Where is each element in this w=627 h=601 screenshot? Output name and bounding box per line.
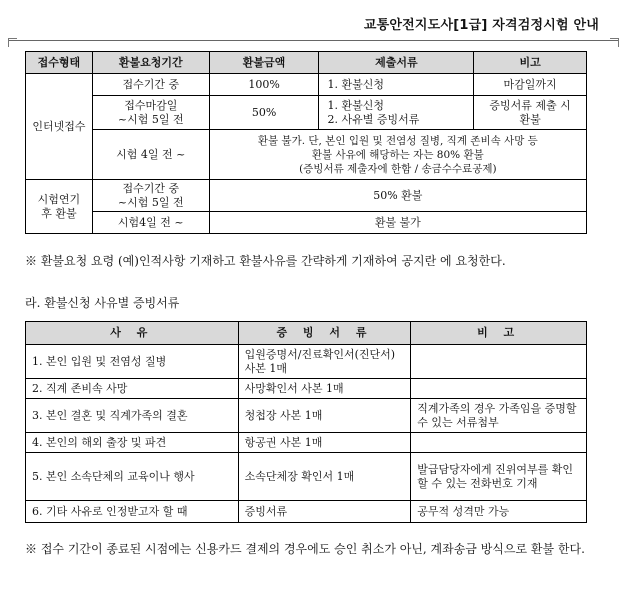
period-line: ~시험 5일 전 bbox=[117, 195, 184, 209]
evidence-table bbox=[25, 321, 587, 523]
table-row bbox=[26, 74, 587, 96]
period-cell bbox=[92, 180, 209, 212]
card-refund-note: ※ 접수 기간이 종료된 시점에는 신용카드 결제의 경우에도 승인 취소가 아닌, 계좌송금 방식으로 환불 한다. bbox=[25, 542, 585, 556]
reason-cell: 2. 직계 존비속 사망 bbox=[26, 379, 239, 399]
reason-cell: 5. 본인 소속단체의 교육이나 행사 bbox=[26, 453, 239, 501]
note-line: 환불 bbox=[519, 112, 541, 126]
internet-label: 인터넷접수 bbox=[26, 74, 93, 180]
postpone-refund-cell: 50% 환불 bbox=[209, 180, 586, 212]
refund-table-header bbox=[26, 52, 587, 74]
table-row bbox=[26, 212, 587, 234]
note-cell bbox=[411, 345, 587, 379]
refund-table bbox=[25, 51, 587, 234]
amount-cell: 50% bbox=[209, 96, 319, 130]
no-refund-line: 환불 사유에 해당하는 자는 80% 환불 bbox=[311, 148, 484, 161]
table-row bbox=[26, 345, 587, 379]
note-cell bbox=[411, 433, 587, 453]
no-refund-line: (증빙서류 제출자에 한함 / 송금수수료공제) bbox=[299, 162, 497, 175]
period-cell: 접수기간 중 bbox=[92, 74, 209, 96]
header-cell: 환불금액 bbox=[209, 52, 319, 74]
note-cell: 마감일까지 bbox=[474, 74, 587, 96]
note-cell: 공무적 성격만 가능 bbox=[411, 501, 587, 523]
period-cell: 시험4일 전 ~ bbox=[92, 212, 209, 234]
note-cell: 발급담당자에게 진위여부를 확인할 수 있는 전화번호 기재 bbox=[411, 453, 587, 501]
reason-cell: 1. 본인 입원 및 전염성 질병 bbox=[26, 345, 239, 379]
page-header-title: 교통안전지도사[1급] 자격검정시험 안내 bbox=[363, 18, 599, 33]
table-row bbox=[26, 453, 587, 501]
period-line: ~시험 5일 전 bbox=[117, 112, 184, 126]
postpone-line: 시험연기 bbox=[37, 192, 81, 206]
reason-cell: 6. 기타 사유로 인정받고자 할 때 bbox=[26, 501, 239, 523]
header-cell: 환불요청기간 bbox=[92, 52, 209, 74]
period-line: 접수기간 중 bbox=[122, 181, 180, 195]
period-cell: 시험 4일 전 ~ bbox=[92, 130, 209, 180]
docs-cell bbox=[319, 96, 474, 130]
section-title: 라. 환불신청 사유별 증빙서류 bbox=[25, 296, 180, 310]
refund-request-note: ※ 환불요청 요령 (예)인적사항 기재하고 환불사유를 간략하게 기재하여 공지란 에 요청한다. bbox=[25, 254, 506, 268]
docs-cell: 1. 환불신청 bbox=[319, 74, 474, 96]
no-refund-cell bbox=[209, 130, 586, 180]
header-cell: 비고 bbox=[474, 52, 587, 74]
doc-cell: 소속단체장 확인서 1매 bbox=[238, 453, 411, 501]
table-row bbox=[26, 130, 587, 180]
docs-line: 2. 사유별 증빙서류 bbox=[327, 112, 420, 126]
corner-mark-right bbox=[610, 38, 619, 47]
header-divider bbox=[8, 40, 618, 41]
doc-cell: 입원증명서/진료확인서(진단서) 사본 1매 bbox=[238, 345, 411, 379]
table-row bbox=[26, 399, 587, 433]
doc-cell: 항공권 사본 1매 bbox=[238, 433, 411, 453]
note-cell: 직계가족의 경우 가족임을 증명할 수 있는 서류첨부 bbox=[411, 399, 587, 433]
evidence-table-header bbox=[26, 322, 587, 345]
doc-cell: 증빙서류 bbox=[238, 501, 411, 523]
table-row bbox=[26, 96, 587, 130]
table-row bbox=[26, 433, 587, 453]
doc-cell: 청첩장 사본 1매 bbox=[238, 399, 411, 433]
doc-cell: 사망확인서 사본 1매 bbox=[238, 379, 411, 399]
header-cell: 접수형태 bbox=[26, 52, 93, 74]
amount-cell: 100% bbox=[209, 74, 319, 96]
header-cell: 사 유 bbox=[26, 322, 239, 345]
table-row bbox=[26, 180, 587, 212]
postpone-refund-cell: 환불 불가 bbox=[209, 212, 586, 234]
note-cell bbox=[411, 379, 587, 399]
period-cell bbox=[92, 96, 209, 130]
period-line: 접수마감일 bbox=[124, 98, 178, 112]
note-cell bbox=[474, 96, 587, 130]
no-refund-line: 환불 불가. 단, 본인 입원 및 전염성 질병, 직계 존비속 사망 등 bbox=[257, 134, 538, 147]
docs-line: 1. 환불신청 bbox=[327, 98, 384, 112]
header-cell: 증 빙 서 류 bbox=[238, 322, 411, 345]
reason-cell: 4. 본인의 해외 출장 및 파견 bbox=[26, 433, 239, 453]
postpone-label bbox=[26, 180, 93, 234]
header-cell: 제출서류 bbox=[319, 52, 474, 74]
header-cell: 비 고 bbox=[411, 322, 587, 345]
table-row bbox=[26, 501, 587, 523]
postpone-line: 후 환불 bbox=[41, 206, 77, 220]
reason-cell: 3. 본인 결혼 및 직계가족의 결혼 bbox=[26, 399, 239, 433]
note-line: 증빙서류 제출 시 bbox=[489, 98, 571, 112]
table-row bbox=[26, 379, 587, 399]
corner-mark-left bbox=[8, 38, 17, 47]
